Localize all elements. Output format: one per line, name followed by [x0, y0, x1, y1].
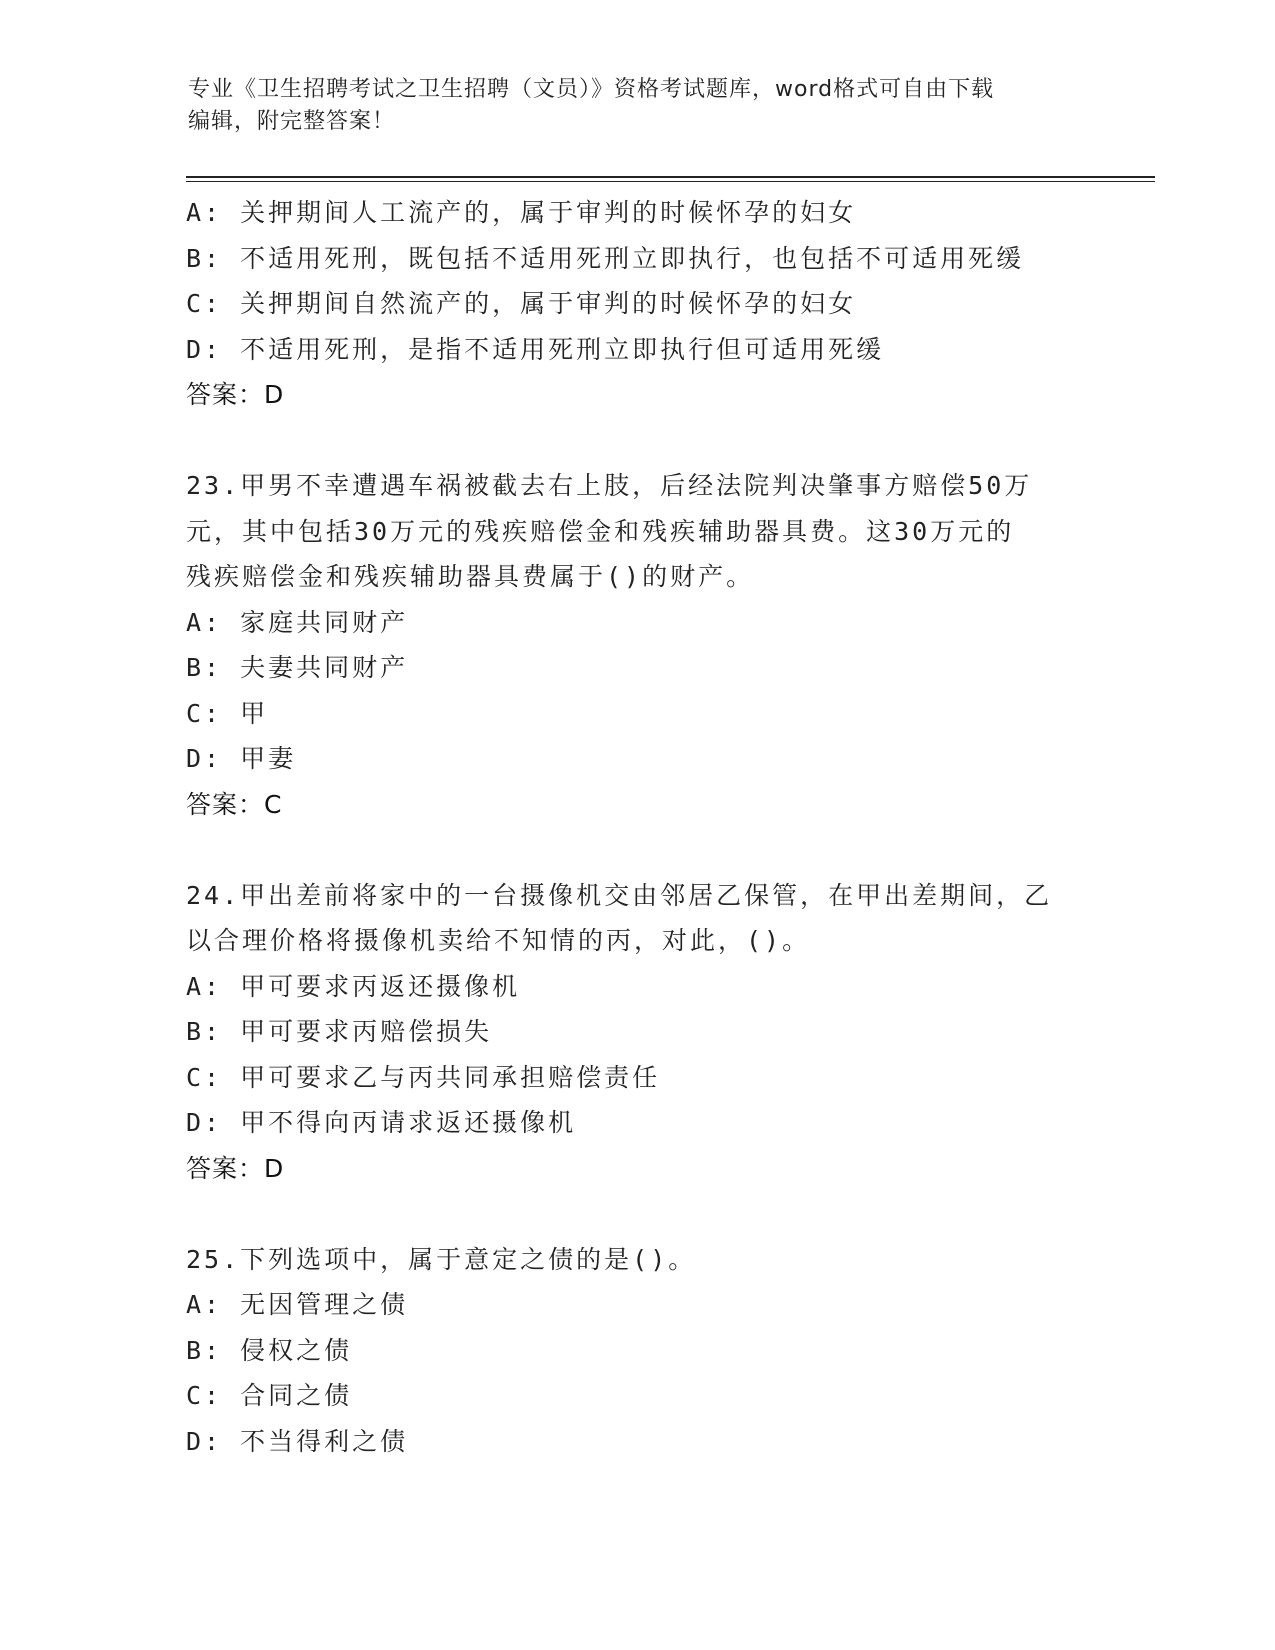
option-a: A: 甲可要求丙返还摄像机 [186, 971, 521, 1001]
answer: 答案：C [186, 789, 283, 819]
question-stem [186, 463, 1086, 600]
page-header [188, 74, 1088, 138]
header-line-2: 编辑，附完整答案！ [188, 109, 396, 134]
option-b: B: 侵权之债 [186, 1335, 353, 1365]
stem-line: 24.甲出差前将家中的一台摄像机交由邻居乙保管，在甲出差期间，乙 [186, 880, 1053, 910]
question-24 [186, 873, 1086, 1192]
spacer [186, 418, 1086, 464]
question-22 [186, 190, 1086, 418]
option-d: D: 甲不得向丙请求返还摄像机 [186, 1108, 577, 1137]
option-c: C: 关押期间自然流产的，属于审判的时候怀孕的妇女 [186, 289, 857, 318]
question-list [186, 190, 1086, 1464]
option-c: C: 甲可要求乙与丙共同承担赔偿责任 [186, 1062, 661, 1092]
option-b: B: 甲可要求丙赔偿损失 [186, 1017, 493, 1046]
option-a: A: 家庭共同财产 [186, 607, 409, 637]
option-a: A: 无因管理之债 [186, 1290, 409, 1319]
stem-line: 元，其中包括30万元的残疾赔偿金和残疾辅助器具费。这30万元的 [186, 516, 1015, 546]
spacer [186, 827, 1086, 873]
option-c: C: 甲 [186, 698, 269, 728]
header-divider [186, 176, 1155, 182]
stem-line: 23.甲男不幸遭遇车祸被截去右上肢，后经法院判决肇事方赔偿50万 [186, 471, 1033, 500]
stem-line: 25.下列选项中，属于意定之债的是()。 [186, 1244, 697, 1274]
option-b: B: 不适用死刑，既包括不适用死刑立即执行，也包括不可适用死缓 [186, 243, 1025, 273]
question-stem [186, 1237, 1086, 1283]
answer: 答案：D [186, 380, 285, 409]
header-line-1: 专业《卫生招聘考试之卫生招聘（文员）》资格考试题库，word格式可自由下载 [188, 77, 995, 102]
option-d: D: 不适用死刑，是指不适用死刑立即执行但可适用死缓 [186, 334, 885, 364]
question-stem [186, 873, 1086, 964]
option-d: D: 不当得利之债 [186, 1426, 409, 1456]
stem-line: 以合理价格将摄像机卖给不知情的丙，对此，()。 [186, 926, 811, 955]
option-b: B: 夫妻共同财产 [186, 653, 409, 682]
stem-line: 残疾赔偿金和残疾辅助器具费属于()的财产。 [186, 562, 755, 591]
option-a: A: 关押期间人工流产的，属于审判的时候怀孕的妇女 [186, 198, 857, 227]
answer: 答案：D [186, 1153, 285, 1183]
option-c: C: 合同之债 [186, 1381, 353, 1410]
spacer [186, 1191, 1086, 1237]
question-25 [186, 1237, 1086, 1465]
question-23 [186, 463, 1086, 827]
option-d: D: 甲妻 [186, 744, 297, 773]
